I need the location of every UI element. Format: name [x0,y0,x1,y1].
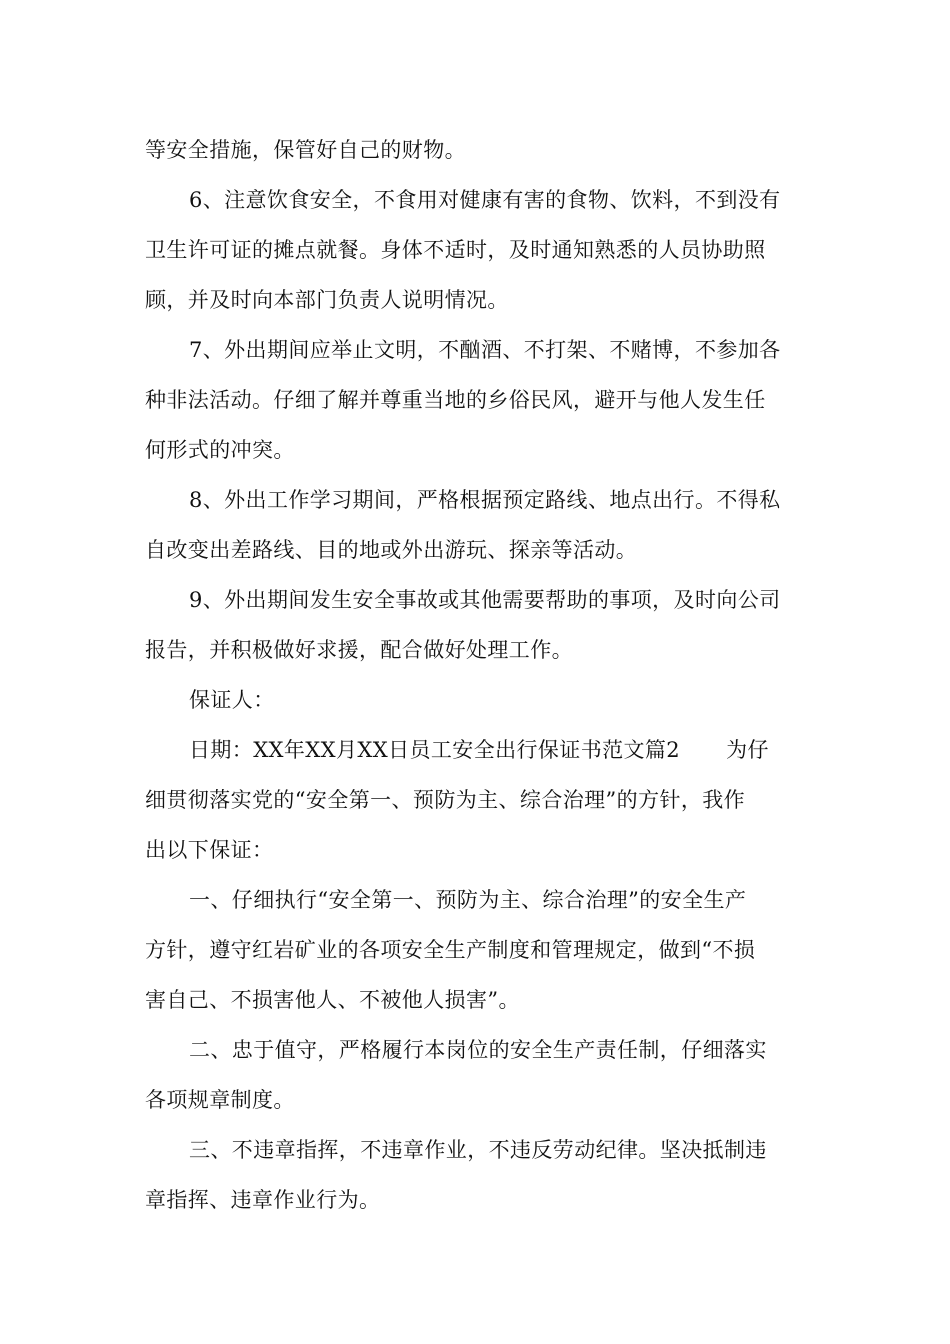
text-line: 何形式的冲突。 [145,438,295,462]
text-line: 6、注意饮食安全，不食用对健康有害的食物、饮料，不到没有 [189,188,781,212]
text-line: 种非法活动。仔细了解并尊重当地的乡俗民风，避开与他人发生任 [145,388,766,412]
text-line: 出以下保证： [145,838,274,862]
date-heading: 日期：XX年XX月XX日员工安全出行保证书范文篇2 [189,738,681,762]
text-line: 一、仔细执行“安全第一、预防为主、综合治理”的安全生产 [189,888,747,912]
text-line: 章指挥、违章作业行为。 [145,1188,381,1212]
text-line: 各项规章制度。 [145,1088,295,1112]
text-line: 顾，并及时向本部门负责人说明情况。 [145,288,509,312]
text-line: 卫生许可证的摊点就餐。身体不适时，及时通知熟悉的人员协助照 [145,238,766,262]
text-line: 害自己、不损害他人、不被他人损害”。 [145,988,520,1012]
text-line: 9、外出期间发生安全事故或其他需要帮助的事项，及时向公司 [189,588,781,612]
text-line: 细贯彻落实党的“安全第一、预防为主、综合治理”的方针，我作 [145,788,746,812]
text-line: 8、外出工作学习期间，严格根据预定路线、地点出行。不得私 [189,488,781,512]
text-line: 报告，并积极做好求援，配合做好处理工作。 [145,638,573,662]
text-line: 保证人： [189,688,275,712]
text-line: 自改变出差路线、目的地或外出游玩、探亲等活动。 [145,538,638,562]
text-line: 三、不违章指挥，不违章作业，不违反劳动纪律。坚决抵制违 [189,1138,767,1162]
text-fragment: 为仔 [726,738,769,762]
text-line [189,725,805,775]
text-line: 7、外出期间应举止文明，不酗酒、不打架、不赌博，不参加各 [189,338,781,362]
text-line: 二、忠于值守，严格履行本岗位的安全生产责任制，仔细落实 [189,1038,767,1062]
text-line: 方针，遵守红岩矿业的各项安全生产制度和管理规定，做到“不损 [145,938,756,962]
text-line: 等安全措施，保管好自己的财物。 [145,138,466,162]
